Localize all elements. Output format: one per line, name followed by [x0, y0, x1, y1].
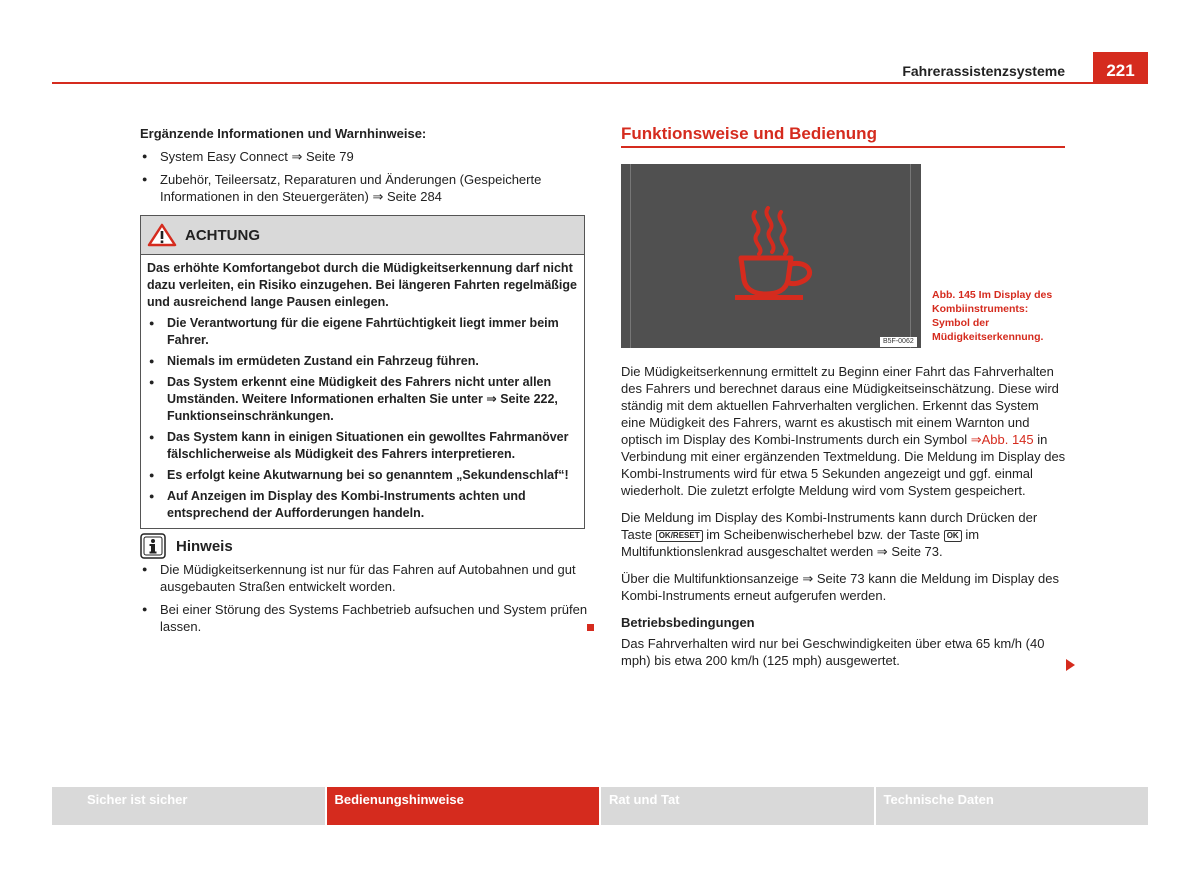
right-body — [621, 363, 1066, 679]
hint-title: Hinweis — [176, 537, 233, 555]
warning-item: ● Niemals im ermüdeten Zustand ein Fahrzeug führen. — [147, 353, 578, 370]
warning-item: ● Das System erkennt eine Müdigkeit des Fahrers nicht unter allen Umständen. Weitere Informationen erhalten Sie unter ⇒ Seite 222, Funktionseinschränkungen. — [147, 374, 578, 425]
figure-bezel-left — [630, 164, 631, 348]
warning-title: ACHTUNG — [185, 226, 260, 244]
warning-header — [141, 216, 584, 255]
info-item: ● Zubehör, Teileersatz, Reparaturen und Änderungen (Gespeicherte Informationen in den Steuergeräten) ⇒ Seite 284 — [140, 171, 585, 205]
right-title-rule — [621, 146, 1065, 148]
info-section — [140, 125, 585, 205]
info-item: ● System Easy Connect ⇒ Seite 79 — [140, 148, 585, 165]
hint-item: ● Bei einer Störung des Systems Fachbetrieb aufsuchen und System prüfen lassen. — [140, 601, 590, 635]
warning-body — [141, 255, 584, 528]
warning-box — [140, 215, 585, 529]
nav-tab-label: Technische Daten — [883, 792, 994, 807]
info-heading: Ergänzende Informationen und Warnhinweise: — [140, 126, 427, 141]
warning-item: ● Auf Anzeigen im Display des Kombi-Instruments achten und entsprechend der Aufforderungen handeln. — [147, 488, 578, 522]
figure-caption: Abb. 145 Im Display des Kombiinstruments: Symbol der Müdigkeitserkennung. — [932, 289, 1053, 343]
warning-triangle-icon — [147, 223, 177, 247]
paragraph — [621, 509, 1066, 560]
text: in Verbindung mit einer ergänzenden Textmeldung. Die Meldung im Display des Kombi-Instruments wird für etwa 5 Sekunden angezeigt und ggf. einmal wiederholt. Die zuletzt erfolgte Meldung wird vom System gespeichert. — [621, 432, 1066, 498]
header-rule — [52, 82, 1148, 84]
ok-reset-key: OK/RESET — [656, 530, 703, 542]
paragraph: Das Fahrverhalten wird nur bei Geschwindigkeiten über etwa 65 km/h (40 mph) bis etwa 200 km/h (125 mph) ausgewertet. — [621, 636, 1045, 668]
paragraph — [621, 363, 1066, 499]
nav-tab-technische-daten[interactable] — [876, 787, 1149, 825]
figure-code: B5F-0062 — [880, 337, 917, 347]
text: Die Meldung im Display des Kombi-Instruments kann durch Drücken der Taste — [621, 510, 1038, 542]
nav-tab-label: Rat und Tat — [609, 792, 680, 807]
coffee-cup-icon — [621, 164, 921, 348]
ok-key: OK — [944, 530, 962, 542]
figure-display — [621, 164, 921, 348]
warning-item: ● Das System kann in einigen Situationen ein gewolltes Fahrmanöver fälschlicherweise als Müdigkeit des Fahrers interpretieren. — [147, 429, 578, 463]
section-title: Fahrerassistenzsysteme — [902, 63, 1065, 79]
text: im Scheibenwischerhebel bzw. der Taste — [702, 527, 944, 542]
hint-section — [140, 533, 590, 635]
nav-tab-label: Bedienungshinweise — [334, 792, 464, 807]
paragraph: Über die Multifunktionsanzeige ⇒ Seite 73 kann die Meldung im Display des Kombi-Instruments erneut aufgerufen werden. — [621, 571, 1059, 603]
nav-tab-sicher[interactable] — [52, 787, 325, 825]
section-end-marker — [587, 624, 594, 631]
right-section-title: Funktionsweise und Bedienung — [621, 124, 877, 143]
page-number: 221 — [1093, 52, 1148, 84]
info-icon — [140, 533, 166, 559]
hint-item: ● Die Müdigkeitserkennung ist nur für das Fahren auf Autobahnen und gut ausgebauten Straßen entwickelt worden. — [140, 561, 590, 595]
subheading: Betriebsbedingungen — [621, 615, 755, 630]
text: Die Müdigkeitserkennung ermittelt zu Beginn einer Fahrt das Fahrverhalten des Fahrers und berechnet daraus eine Müdigkeitseinschätzung. Diese wird ständig mit dem aktuellen Fahrverhalten verglichen. Erkennt das System eine Müdigkeit des Fahrers, warnt es akustisch mit einem Warnton und optisch im Display des Kombi-Instruments durch ein Symbol — [621, 364, 1059, 447]
warning-item: ● Es erfolgt keine Akutwarnung bei so genanntem „Sekundenschlaf“! — [147, 467, 578, 484]
warning-intro: Das erhöhte Komfortangebot durch die Müdigkeitserkennung darf nicht dazu verleiten, ein Risiko einzugehen. Bei längeren Fahrten regelmäßige und ausreichend lange Pausen einlegen. — [147, 261, 577, 309]
nav-tab-rat-und-tat[interactable] — [601, 787, 874, 825]
hint-header — [140, 533, 590, 559]
nav-tab-bedienungshinweise[interactable] — [327, 787, 600, 825]
figure-bezel-right — [910, 164, 911, 348]
footer-nav — [52, 787, 1148, 825]
continue-arrow-icon — [1066, 659, 1075, 671]
warning-item: ● Die Verantwortung für die eigene Fahrtüchtigkeit liegt immer beim Fahrer. — [147, 315, 578, 349]
nav-tab-label: Sicher ist sicher — [87, 792, 188, 807]
figure-reference-link[interactable]: ⇒Abb. 145 — [970, 432, 1034, 447]
text: im Multifunktionslenkrad ausgeschaltet werden ⇒ Seite 73. — [621, 527, 980, 559]
